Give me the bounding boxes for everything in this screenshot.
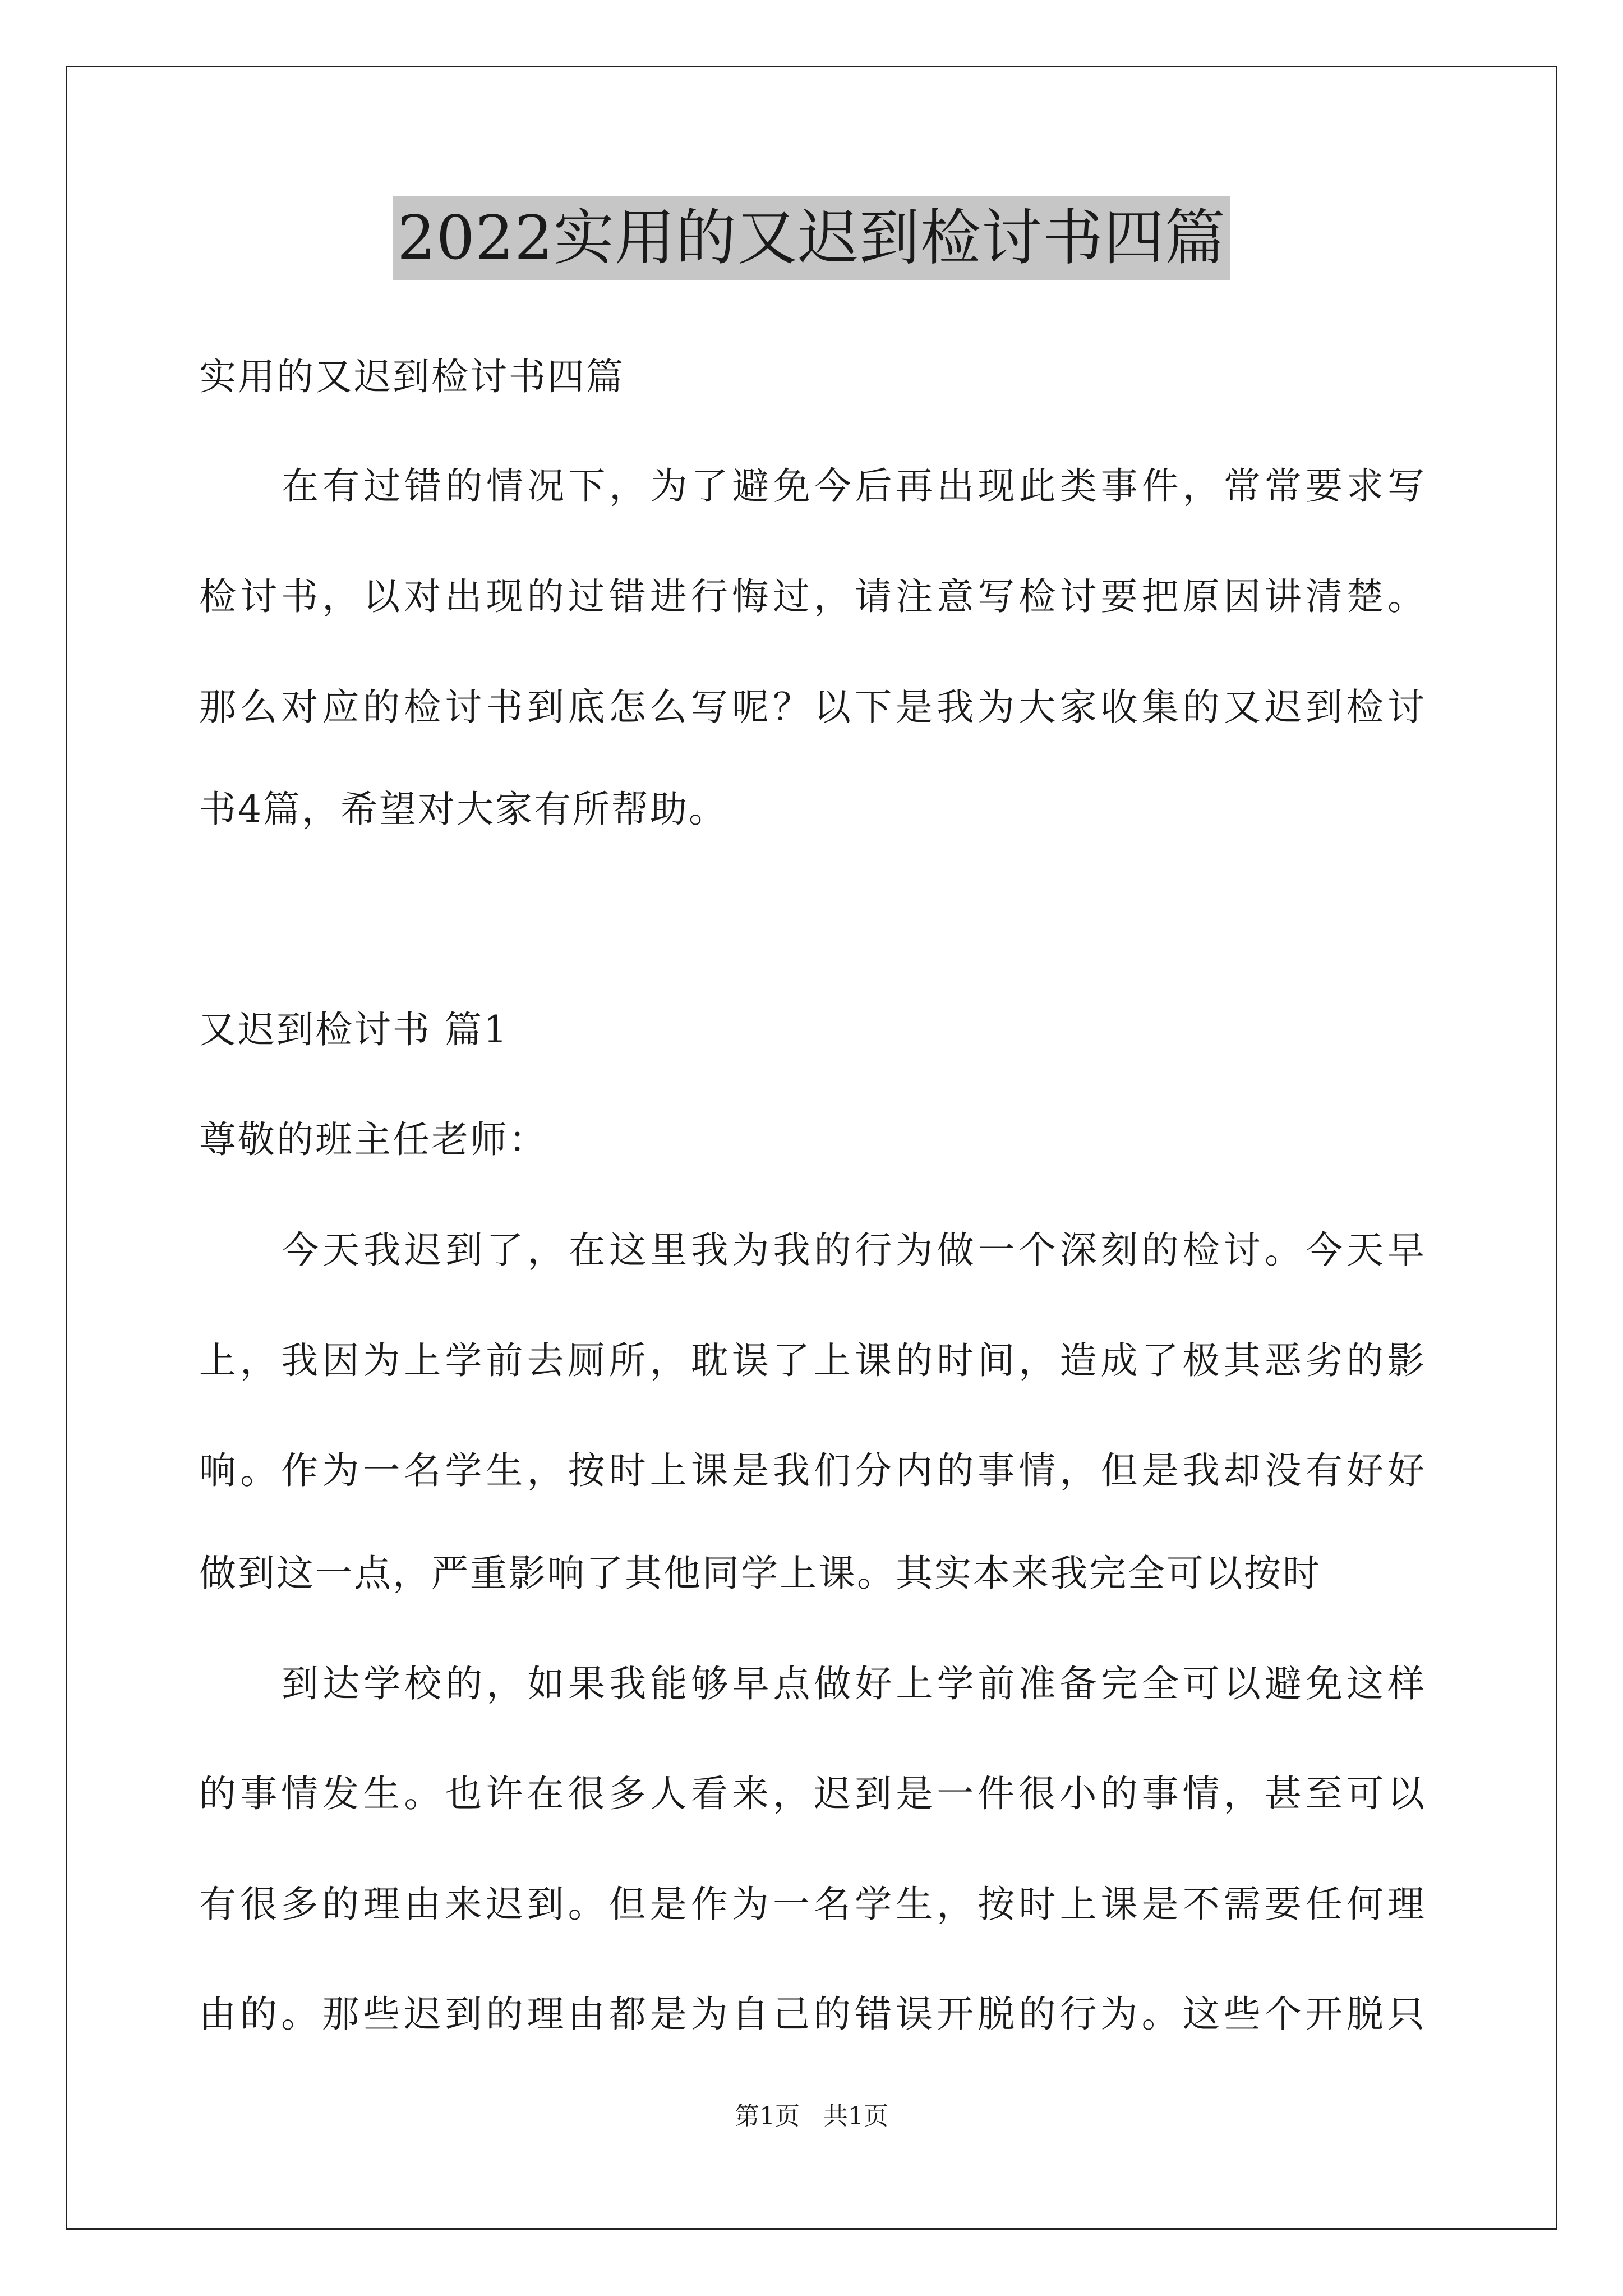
salutation: 尊敬的班主任老师： (199, 1118, 547, 1161)
body-line: 响。作为一名学生，按时上课是我们分内的事情，但是我却没有好好 (199, 1449, 1424, 1492)
body-line: 上，我因为上学前去厕所，耽误了上课的时间，造成了极其恶劣的影 (199, 1339, 1424, 1382)
body-line: 到达学校的，如果我能够早点做好上学前准备完全可以避免这样 (282, 1662, 1424, 1705)
document-title: 2022实用的又迟到检讨书四篇 (393, 196, 1230, 280)
document-subtitle: 实用的又迟到检讨书四篇 (199, 355, 625, 398)
intro-line: 在有过错的情况下，为了避免今后再出现此类事件，常常要求写 (282, 464, 1424, 508)
intro-line: 那么对应的检讨书到底怎么写呢？以下是我为大家收集的又迟到检讨 (199, 685, 1424, 729)
body-line: 做到这一点，严重影响了其他同学上课。其实本来我完全可以按时 (199, 1552, 1321, 1595)
page-number: 第1页 (735, 2102, 800, 2131)
body-line: 的事情发生。也许在很多人看来，迟到是一件很小的事情，甚至可以 (199, 1772, 1424, 1815)
title-block (0, 196, 1623, 280)
page-footer (0, 2100, 1623, 2133)
intro-line: 检讨书，以对出现的过错进行悔过，请注意写检讨要把原因讲清楚。 (199, 575, 1424, 618)
section-heading: 又迟到检讨书 篇1 (199, 1008, 509, 1051)
intro-line: 书4篇，希望对大家有所帮助。 (199, 788, 727, 831)
body-line: 今天我迟到了，在这里我为我的行为做一个深刻的检讨。今天早 (282, 1228, 1424, 1272)
page-total: 共1页 (823, 2102, 888, 2131)
body-line: 由的。那些迟到的理由都是为自己的错误开脱的行为。这些个开脱只 (199, 1993, 1424, 2036)
body-line: 有很多的理由来迟到。但是作为一名学生，按时上课是不需要任何理 (199, 1883, 1424, 1926)
